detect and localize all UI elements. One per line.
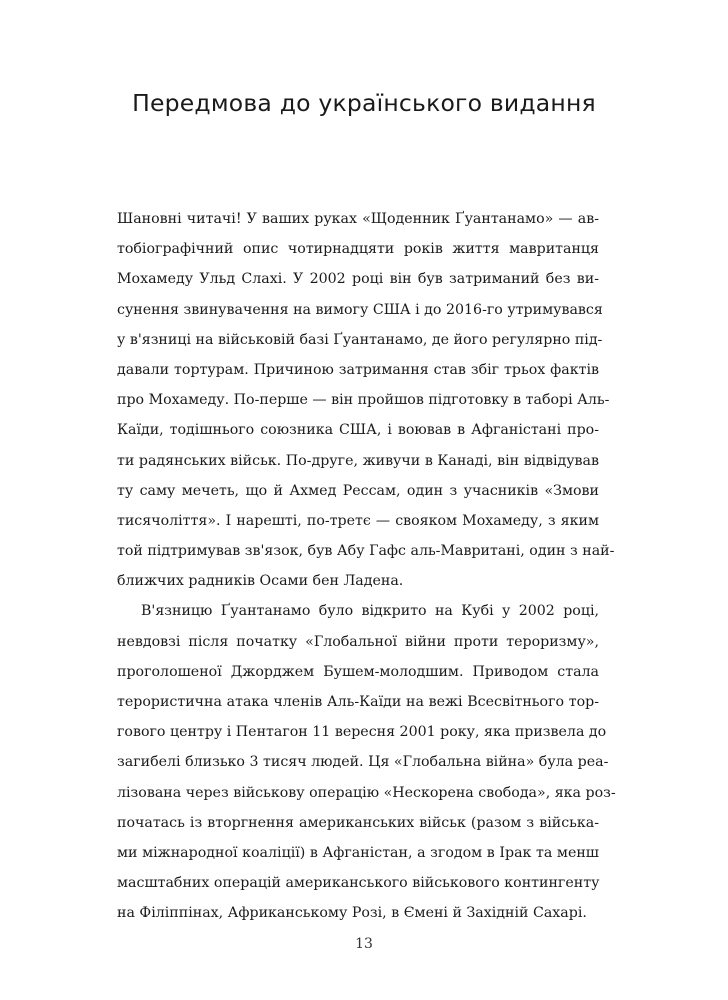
text-line: Каїди, тодішнього союзника США, і воював в Афганістані про-	[117, 422, 599, 439]
text-line: терористична атака членів Аль-Каїди на вежі Всесвітнього тор-	[117, 694, 599, 710]
text-line: проголошеної Джорджем Бушем-молодшим. Приводом стала	[117, 663, 599, 680]
text-line: В'язницю Ґуантанамо було відкрито на Кубі у 2002 році,	[141, 603, 599, 620]
text-line: сунення звинувачення на вимогу США і до 2016-го утримувався	[117, 301, 603, 318]
text-line: Мохамеду Ульд Слахі. У 2002 році він був затриманий без ви-	[117, 271, 599, 288]
text-line: той підтримував зв'язок, був Абу Гафс аль-Мавритані, один з най-	[117, 543, 615, 560]
text-line: на Філіппінах, Африканському Розі, в Ємені й Західній Сахарі.	[117, 905, 587, 922]
text-line: Шановні читачі! У ваших руках «Щоденник Ґуантанамо» — ав-	[117, 211, 599, 227]
text-line: початась із вторгнення американських військ (разом з військa-	[117, 814, 599, 831]
text-line: лізована через військову операцію «Нескорена свобода», яка роз-	[117, 784, 616, 801]
text-line: ту саму мечеть, що й Ахмед Рессам, один з учасників «Змови	[117, 482, 599, 499]
text-line: невдовзі після початку «Глобальної війни проти тероризму»,	[117, 633, 599, 650]
text-line: тобіографічний опис чотирнадцяти років життя мавританця	[117, 241, 599, 258]
page-title: Передмова до українського видання	[132, 89, 596, 117]
paragraph-2	[117, 596, 616, 928]
text-line: загибелі близько 3 тисяч людей. Ця «Глобальна війна» була реа-	[117, 754, 609, 771]
text-line: тисячоліття». І нарешті, по-третє — свояком Мохамеду, з яким	[117, 512, 599, 529]
text-line: гового центру і Пентагон 11 вересня 2001 року, яка призвела до	[117, 724, 607, 741]
body-text	[117, 204, 616, 929]
paragraph-1	[117, 204, 615, 596]
text-line: ти радянських військ. По-друге, живучи в Канаді, він відвідував	[117, 452, 599, 469]
page-number: 13	[355, 936, 373, 952]
text-line: давали тортурам. Причиною затримання став збіг трьох фактів	[117, 361, 599, 378]
text-line: ближчих радників Осами бен Ладена.	[117, 573, 404, 590]
text-line: у в'язниці на військовій базі Ґуантанамо, де його регулярно під-	[117, 331, 603, 348]
text-line: про Мохамеду. По-перше — він пройшов підготовку в таборі Аль-	[117, 392, 610, 409]
text-line: ми міжнародної коаліції) в Афганістан, а згодом в Ірак та менш	[117, 844, 599, 861]
text-line: масштабних операцій американського військового контингенту	[117, 875, 600, 892]
